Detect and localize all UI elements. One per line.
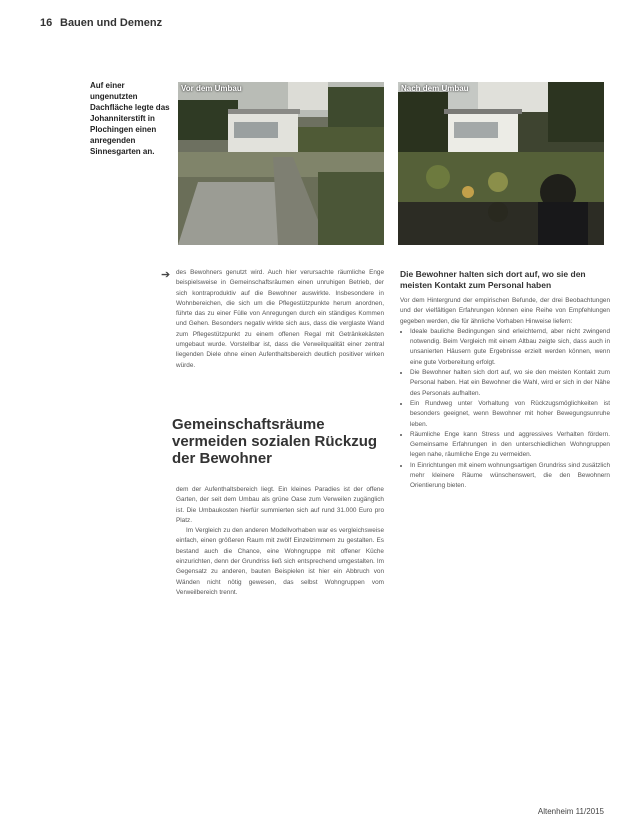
list-item: • In Einrichtungen mit einem wohnungsartigen Grundriss sind zusätzlich mehr kleinere Räume wünschenswert, die den Bewohnern Orientierung bieten. — [410, 461, 610, 492]
list-item: • Ein Rundweg unter Vorhaltung von Rückzugsmöglichkeiten ist besonders geeignet, wenn Bewohner mit hoher Bewegungsunruhe leben. — [410, 399, 610, 430]
photo-caption: Auf einer ungenutzten Dachfläche legte das Johanniterstift in Plochingen einen anregenden Sinnesgarten an. — [90, 81, 170, 156]
article-heading: Gemeinschaftsräume vermeiden sozialen Rückzug der Bewohner — [172, 416, 378, 467]
after-photo — [398, 82, 604, 245]
right-column-body — [400, 296, 610, 806]
list-item: • Ideale bauliche Bedingungen sind erleichternd, aber nicht zwingend notwendig. Beim Vergleich mit einem Altbau zeigte sich, dass auch in unsanierten Häusern gute Ergebnisse erzielt werden können, wenn eine gute Vorbereitung erfolgt. — [410, 327, 610, 368]
left-column-body — [176, 485, 384, 795]
before-photo-label: Vor dem Umbau — [181, 84, 242, 93]
section-title: Bauen und Demenz — [60, 17, 163, 29]
right-intro-text: Vor dem Hintergrund der empirischen Befunde, der drei Beobachtungen und der vielfältigen Erfahrungen können eine Reihe von Empfehlungen gegeben werden, die für ähnliche Vorhaben Hinweise liefern: — [400, 297, 610, 325]
recommendation-list — [400, 327, 610, 492]
left-paragraph-1: dem der Aufenthaltsbereich liegt. Ein kleines Paradies ist der offene Garten, der seit dem Umbau als grüne Oase zum Verweilen zugänglich ist. Die Umbaukosten hierfür summierten sich auf rund 31.000 Euro pro Platz. — [176, 486, 384, 524]
left-paragraph-2: Im Vergleich zu den anderen Modellvorhaben war es vergleichsweise einfach, einen größeren Raum mit zwölf Einzelzimmern zu gestalten. Es bestand auch die Chance, eine Wohngruppe mit offener Küche einzurichten, denn der Grundriss ließ sich entsprechend umgestalten. Im Gegensatz zu anderen, bauten Beispielen ist hier ein Abbruch von Wänden nicht nötig gewesen, das selbst Wohngruppen vom Verweilbereich trennt. — [176, 527, 384, 596]
left-column-intro — [176, 268, 384, 412]
before-photo-image — [178, 82, 384, 245]
list-item: • Die Bewohner halten sich dort auf, wo sie den meisten Kontakt zum Personal haben. Hat ein Bewohner die Wahl, wird er sich in der Nähe des Personals aufhalten. — [410, 368, 610, 399]
after-photo-label: Nach dem Umbau — [401, 84, 469, 93]
right-subheading: Die Bewohner halten sich dort auf, wo sie den meisten Kontakt zum Personal haben — [400, 269, 586, 290]
continuation-arrow-icon: ➔ — [161, 269, 171, 281]
left-intro-text: des Bewohners genutzt wird. Auch hier verursachte räumliche Enge beispielsweise in Gemeinschaftsräumen einen unruhigen Betrieb, der sich kontraproduktiv auf die Bewohner auswirkte. Insbesondere in Wohnbereichen, die sich um die Pflegestützpunkte herum anordnen, führte das zu einer Fülle von Anregungen durch ein ständiges Kommen und Gehen. Besonders negativ wirkte sich aus, dass die verglaste Wand zum Pflegestützpunkt zu einem offenen Regal mit Getränkekästen umgebaut wurde. Vorstellbar ist, dass die Verweilqualität einer zentral liegenden Diele ohne einen Aufenthaltsbereich deutlich positiver wirken würde. — [176, 269, 384, 369]
page-number: 16 — [40, 17, 53, 29]
list-item: • Räumliche Enge kann Stress und aggressives Verhalten fördern. Gemeinsame Erfahrungen in den unterschiedlichen Wohngruppen legen nahe, räumliche Enge zu vermeiden. — [410, 430, 610, 461]
before-photo — [178, 82, 384, 245]
after-photo-image — [398, 82, 604, 245]
page-footer: Altenheim 11/2015 — [537, 807, 604, 816]
